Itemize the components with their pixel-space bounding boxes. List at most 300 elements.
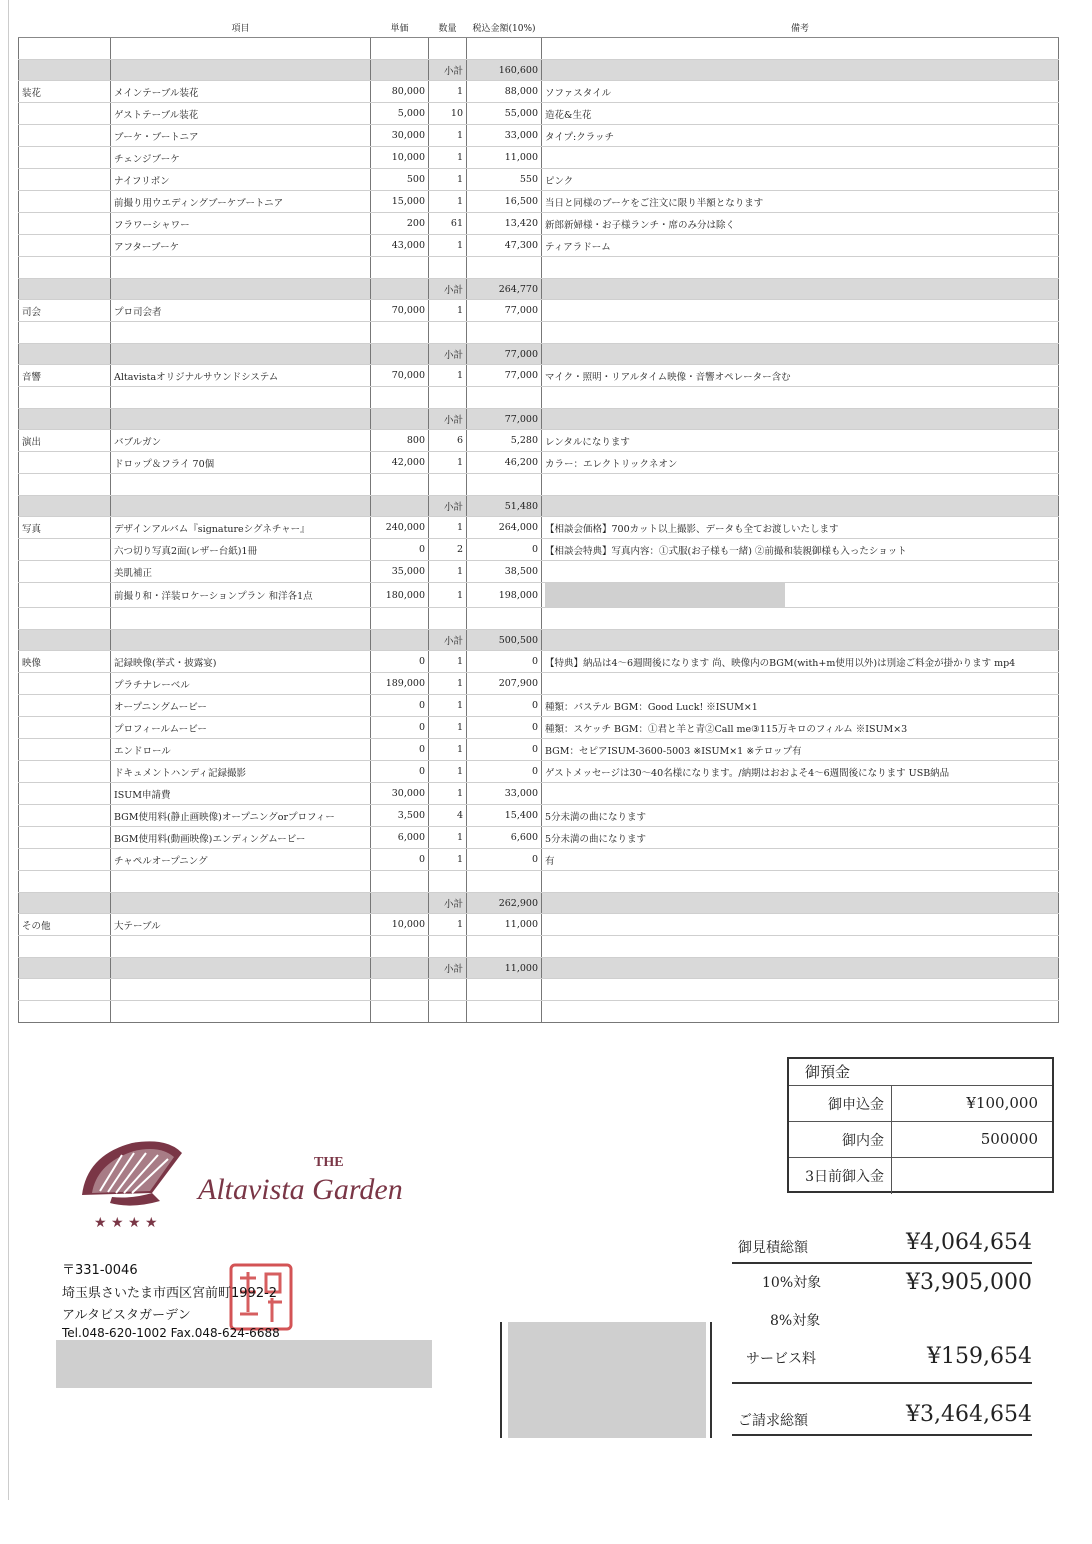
subtotal-value: 160,600 [467, 60, 542, 81]
table-row [19, 191, 1059, 213]
amount-cell: 6,600 [467, 827, 542, 849]
subtotal-label: 小計 [429, 60, 467, 81]
amount-cell: 0 [467, 695, 542, 717]
empty-cell [19, 344, 111, 365]
amount-cell: 46,200 [467, 452, 542, 474]
amount-cell: 198,000 [467, 583, 542, 608]
qty-cell: 1 [429, 125, 467, 147]
empty-cell [429, 38, 467, 60]
item-cell [111, 322, 371, 344]
service-label: サービス料 [746, 1351, 816, 1367]
note-cell: 有 [542, 849, 1059, 871]
item-cell: ナイフリボン [111, 169, 371, 191]
unit-price-cell [371, 871, 429, 893]
item-cell: チェンジブーケ [111, 147, 371, 169]
note-cell: 5分未満の曲になります [542, 805, 1059, 827]
deposit-label: 3日前御入金 [805, 1169, 884, 1185]
item-cell: ゲストテーブル装花 [111, 103, 371, 125]
redacted-frame [500, 1322, 712, 1438]
table-row [19, 805, 1059, 827]
note-cell: ティアラドーム [542, 235, 1059, 257]
unit-price-cell: 0 [371, 651, 429, 673]
note-cell: 【特典】納品は4～6週間後になります 尚、映像内のBGM(with+m使用以外)は別途ご料金が掛かります mp4 [542, 651, 1059, 673]
postal-code: 〒331-0046 [62, 1263, 138, 1278]
empty-cell [111, 893, 371, 914]
tel-fax: Tel.048-620-1002 Fax.048-624-6688 [62, 1326, 280, 1340]
amount-cell: 16,500 [467, 191, 542, 213]
item-cell: フラワーシャワー [111, 213, 371, 235]
empty-cell [111, 979, 371, 1001]
deposit-row [789, 1157, 1052, 1192]
qty-cell: 61 [429, 213, 467, 235]
empty-cell [111, 60, 371, 81]
qty-cell: 4 [429, 805, 467, 827]
subtotal-label: 小計 [429, 630, 467, 651]
note-cell: マイク・照明・リアルタイム映像・音響オペレーター含む [542, 365, 1059, 387]
empty-cell [111, 936, 371, 958]
amount-cell [467, 387, 542, 409]
item-cell [111, 387, 371, 409]
amount-cell: 13,420 [467, 213, 542, 235]
amount-cell: 47,300 [467, 235, 542, 257]
table-row [19, 517, 1059, 539]
note-cell: レンタルになります [542, 430, 1059, 452]
unit-price-cell: 30,000 [371, 783, 429, 805]
subtotal-value: 51,480 [467, 496, 542, 517]
item-cell: バブルガン [111, 430, 371, 452]
item-cell: 前撮り用ウエディングブーケブートニア [111, 191, 371, 213]
qty-cell: 1 [429, 235, 467, 257]
amount-cell: 0 [467, 849, 542, 871]
empty-cell [371, 936, 429, 958]
subtotal-row [19, 496, 1059, 517]
amount-cell: 0 [467, 717, 542, 739]
empty-cell [371, 344, 429, 365]
header-category [19, 18, 111, 38]
note-cell [542, 783, 1059, 805]
item-cell: プロフィールムービー [111, 717, 371, 739]
empty-cell [429, 1001, 467, 1023]
amount-cell: 0 [467, 539, 542, 561]
note-cell: ソファスタイル [542, 81, 1059, 103]
item-cell: ブーケ・ブートニア [111, 125, 371, 147]
table-row [19, 235, 1059, 257]
divider [732, 1382, 1032, 1384]
item-cell: 前撮り和・洋装ロケーションプラン 和洋各1点 [111, 583, 371, 608]
empty-cell [111, 630, 371, 651]
note-cell [542, 673, 1059, 695]
unit-price-cell [371, 474, 429, 496]
amount-cell: 11,000 [467, 914, 542, 936]
category-cell [19, 147, 111, 169]
qty-cell: 1 [429, 739, 467, 761]
note-cell [542, 257, 1059, 279]
qty-cell: 1 [429, 783, 467, 805]
qty-cell: 1 [429, 827, 467, 849]
item-cell: オープニングムービー [111, 695, 371, 717]
unit-price-cell: 0 [371, 761, 429, 783]
table-row [19, 452, 1059, 474]
table-row [19, 103, 1059, 125]
amount-cell: 88,000 [467, 81, 542, 103]
table-row [19, 81, 1059, 103]
category-cell: 写真 [19, 517, 111, 539]
note-cell [542, 608, 1059, 630]
empty-cell [542, 279, 1059, 300]
empty-cell [542, 893, 1059, 914]
subtotal-row [19, 344, 1059, 365]
amount-cell [467, 608, 542, 630]
category-cell [19, 169, 111, 191]
deposit-row [789, 1085, 1052, 1122]
unit-price-cell: 3,500 [371, 805, 429, 827]
table-row [19, 914, 1059, 936]
tax8-label: 8%対象 [770, 1313, 821, 1329]
table-row [19, 561, 1059, 583]
item-cell: 六つ切り写真2面(レザー台紙)1冊 [111, 539, 371, 561]
subtotal-row [19, 279, 1059, 300]
empty-cell [111, 958, 371, 979]
table-row [19, 322, 1059, 344]
item-cell: 美肌補正 [111, 561, 371, 583]
estimate-table [18, 18, 1059, 1023]
unit-price-cell: 200 [371, 213, 429, 235]
category-cell [19, 213, 111, 235]
header-note: 備考 [542, 18, 1059, 38]
table-body [19, 38, 1059, 1023]
deposit-box [787, 1057, 1054, 1193]
table-row [19, 430, 1059, 452]
amount-cell: 77,000 [467, 300, 542, 322]
subtotal-label: 小計 [429, 496, 467, 517]
category-cell [19, 474, 111, 496]
empty-cell [371, 409, 429, 430]
empty-cell [371, 979, 429, 1001]
amount-cell: 77,000 [467, 365, 542, 387]
amount-cell [467, 474, 542, 496]
unit-price-cell: 189,000 [371, 673, 429, 695]
note-cell: 種類：スケッチ BGM：①君と羊と青②Call me③115万キロのフィルム ※ISUM×3 [542, 717, 1059, 739]
qty-cell: 1 [429, 914, 467, 936]
subtotal-label: 小計 [429, 344, 467, 365]
unit-price-cell: 180,000 [371, 583, 429, 608]
scan-edge [8, 0, 9, 1500]
tax10-label: 10%対象 [762, 1275, 822, 1291]
qty-cell: 1 [429, 169, 467, 191]
empty-cell [542, 979, 1059, 1001]
note-cell: カラー：エレクトリックネオン [542, 452, 1059, 474]
subtotal-value: 11,000 [467, 958, 542, 979]
qty-cell: 1 [429, 365, 467, 387]
category-cell [19, 257, 111, 279]
note-cell: 【相談会価格】700カット以上撮影、データも全てお渡しいたします [542, 517, 1059, 539]
category-cell: 演出 [19, 430, 111, 452]
amount-cell: 38,500 [467, 561, 542, 583]
empty-cell [111, 344, 371, 365]
qty-cell: 1 [429, 561, 467, 583]
item-cell: ISUM申請費 [111, 783, 371, 805]
table-row [19, 849, 1059, 871]
empty-cell [19, 409, 111, 430]
table-row [19, 257, 1059, 279]
category-cell [19, 739, 111, 761]
table-row [19, 827, 1059, 849]
subtotal-row [19, 409, 1059, 430]
table-row [19, 300, 1059, 322]
note-cell [542, 474, 1059, 496]
category-cell [19, 322, 111, 344]
deposit-value: 500000 [980, 1130, 1038, 1148]
note-cell: 新郎新婦様・お子様ランチ・席のみ分は除く [542, 213, 1059, 235]
unit-price-cell [371, 608, 429, 630]
header-unit-price: 単価 [371, 18, 429, 38]
estimate-total-label: 御見積総額 [738, 1240, 808, 1256]
qty-cell: 1 [429, 761, 467, 783]
empty-cell [429, 936, 467, 958]
empty-cell [542, 1001, 1059, 1023]
note-cell: 【相談会特典】写真内容：①式服(お子様も一緒) ②前撮和装親御様も入ったショット [542, 539, 1059, 561]
empty-cell [467, 38, 542, 60]
item-cell: アフターブーケ [111, 235, 371, 257]
note-cell [542, 583, 1059, 608]
category-cell [19, 717, 111, 739]
category-cell [19, 673, 111, 695]
empty-cell [371, 496, 429, 517]
category-cell [19, 805, 111, 827]
table-row [19, 474, 1059, 496]
empty-cell [19, 893, 111, 914]
table-row [19, 739, 1059, 761]
unit-price-cell [371, 322, 429, 344]
divider [732, 1434, 1032, 1436]
invoice-total-label: ご請求総額 [738, 1413, 808, 1429]
empty-cell [542, 60, 1059, 81]
table-row [19, 651, 1059, 673]
table-row [19, 936, 1059, 958]
qty-cell: 1 [429, 147, 467, 169]
table-row [19, 608, 1059, 630]
item-cell: エンドロール [111, 739, 371, 761]
item-cell: 記録映像(挙式・披露宴) [111, 651, 371, 673]
table-row [19, 539, 1059, 561]
qty-cell: 1 [429, 81, 467, 103]
amount-cell: 11,000 [467, 147, 542, 169]
qty-cell: 1 [429, 717, 467, 739]
category-cell [19, 849, 111, 871]
amount-cell: 0 [467, 651, 542, 673]
subtotal-row [19, 60, 1059, 81]
unit-price-cell: 30,000 [371, 125, 429, 147]
unit-price-cell: 0 [371, 539, 429, 561]
table-row [19, 1001, 1059, 1023]
empty-cell [371, 38, 429, 60]
subtotal-label: 小計 [429, 958, 467, 979]
empty-cell [111, 1001, 371, 1023]
item-cell: メインテーブル装花 [111, 81, 371, 103]
empty-cell [371, 630, 429, 651]
category-cell [19, 871, 111, 893]
amount-cell: 33,000 [467, 125, 542, 147]
deposit-label: 御申込金 [828, 1097, 884, 1113]
item-cell: プロ司会者 [111, 300, 371, 322]
amount-cell: 207,900 [467, 673, 542, 695]
category-cell [19, 608, 111, 630]
deposit-label: 御内金 [842, 1133, 884, 1149]
unit-price-cell: 240,000 [371, 517, 429, 539]
note-cell [542, 147, 1059, 169]
item-cell: ドキュメントハンディ記録撮影 [111, 761, 371, 783]
amount-cell [467, 257, 542, 279]
tax10-value: ¥3,905,000 [906, 1270, 1032, 1295]
empty-cell [371, 958, 429, 979]
subtotal-row [19, 958, 1059, 979]
logo-the: THE [314, 1155, 344, 1170]
unit-price-cell [371, 257, 429, 279]
item-cell: ドロップ＆フライ 70個 [111, 452, 371, 474]
empty-cell [467, 936, 542, 958]
item-cell [111, 871, 371, 893]
invoice-total-value: ¥3,464,654 [906, 1402, 1032, 1427]
table-row [19, 673, 1059, 695]
empty-cell [19, 279, 111, 300]
amount-cell: 33,000 [467, 783, 542, 805]
empty-cell [429, 979, 467, 1001]
amount-cell: 55,000 [467, 103, 542, 125]
note-cell: 造花&生花 [542, 103, 1059, 125]
category-cell: 司会 [19, 300, 111, 322]
subtotal-value: 500,500 [467, 630, 542, 651]
category-cell [19, 387, 111, 409]
address: 埼玉県さいたま市西区宮前町1992-2 [62, 1286, 278, 1301]
qty-cell: 1 [429, 651, 467, 673]
note-cell: BGM：セピアISUM-3600-5003 ※ISUM×1 ※テロップ有 [542, 739, 1059, 761]
qty-cell: 1 [429, 452, 467, 474]
deposit-title: 御預金 [805, 1063, 851, 1081]
subtotal-value: 264,770 [467, 279, 542, 300]
empty-cell [542, 936, 1059, 958]
qty-cell: 1 [429, 583, 467, 608]
category-cell [19, 125, 111, 147]
category-cell: 映像 [19, 651, 111, 673]
category-cell [19, 583, 111, 608]
category-cell: その他 [19, 914, 111, 936]
subtotal-value: 262,900 [467, 893, 542, 914]
qty-cell [429, 608, 467, 630]
category-cell [19, 235, 111, 257]
amount-cell: 5,280 [467, 430, 542, 452]
empty-cell [371, 1001, 429, 1023]
amount-cell: 15,400 [467, 805, 542, 827]
company-name: アルタビスタガーデン [62, 1308, 191, 1323]
unit-price-cell: 800 [371, 430, 429, 452]
empty-cell [467, 1001, 542, 1023]
category-cell [19, 191, 111, 213]
table-row [19, 365, 1059, 387]
subtotal-row [19, 893, 1059, 914]
item-cell: チャペルオープニング [111, 849, 371, 871]
subtotal-label: 小計 [429, 409, 467, 430]
table-row [19, 125, 1059, 147]
redacted-block [545, 583, 785, 607]
empty-cell [371, 279, 429, 300]
empty-cell [111, 279, 371, 300]
note-cell: タイプ:クラッチ [542, 125, 1059, 147]
table-row [19, 717, 1059, 739]
estimate-total-value: ¥4,064,654 [906, 1230, 1032, 1255]
empty-cell [111, 496, 371, 517]
note-cell: ピンク [542, 169, 1059, 191]
table-row [19, 169, 1059, 191]
subtotal-label: 小計 [429, 279, 467, 300]
subtotal-row [19, 630, 1059, 651]
note-cell: 当日と同様のブーケをご注文に限り半額となります [542, 191, 1059, 213]
note-cell [542, 561, 1059, 583]
unit-price-cell: 35,000 [371, 561, 429, 583]
empty-cell [19, 958, 111, 979]
item-cell: プラチナレーベル [111, 673, 371, 695]
amount-cell [467, 322, 542, 344]
category-cell [19, 452, 111, 474]
table-row [19, 147, 1059, 169]
qty-cell [429, 474, 467, 496]
note-cell [542, 387, 1059, 409]
empty-cell [542, 344, 1059, 365]
note-cell: 種類：パステル BGM：Good Luck! ※ISUM×1 [542, 695, 1059, 717]
note-cell [542, 300, 1059, 322]
redacted-block [56, 1340, 432, 1388]
company-logo [82, 1135, 472, 1239]
category-cell: 音響 [19, 365, 111, 387]
subtotal-label: 小計 [429, 893, 467, 914]
table-row [19, 583, 1059, 608]
table-row [19, 871, 1059, 893]
unit-price-cell: 10,000 [371, 147, 429, 169]
qty-cell [429, 387, 467, 409]
qty-cell: 1 [429, 849, 467, 871]
qty-cell [429, 257, 467, 279]
table-header [19, 18, 1059, 38]
qty-cell [429, 871, 467, 893]
item-cell [111, 608, 371, 630]
unit-price-cell: 42,000 [371, 452, 429, 474]
note-cell: 5分未満の曲になります [542, 827, 1059, 849]
empty-cell [19, 630, 111, 651]
unit-price-cell: 500 [371, 169, 429, 191]
table-row [19, 783, 1059, 805]
empty-cell [111, 409, 371, 430]
item-cell: 大テーブル [111, 914, 371, 936]
empty-cell [19, 496, 111, 517]
redacted-block [508, 1322, 706, 1438]
subtotal-value: 77,000 [467, 409, 542, 430]
svg-text:★ ★ ★ ★: ★ ★ ★ ★ [94, 1215, 158, 1231]
empty-cell [467, 979, 542, 1001]
unit-price-cell [371, 387, 429, 409]
qty-cell: 1 [429, 517, 467, 539]
qty-cell: 6 [429, 430, 467, 452]
empty-cell [19, 60, 111, 81]
amount-cell: 550 [467, 169, 542, 191]
empty-cell [542, 38, 1059, 60]
deposit-row [789, 1121, 1052, 1158]
unit-price-cell: 0 [371, 695, 429, 717]
header-amount: 税込金額(10%) [467, 18, 542, 38]
note-cell [542, 871, 1059, 893]
empty-cell [542, 958, 1059, 979]
table-row [19, 761, 1059, 783]
category-cell [19, 103, 111, 125]
unit-price-cell: 70,000 [371, 365, 429, 387]
